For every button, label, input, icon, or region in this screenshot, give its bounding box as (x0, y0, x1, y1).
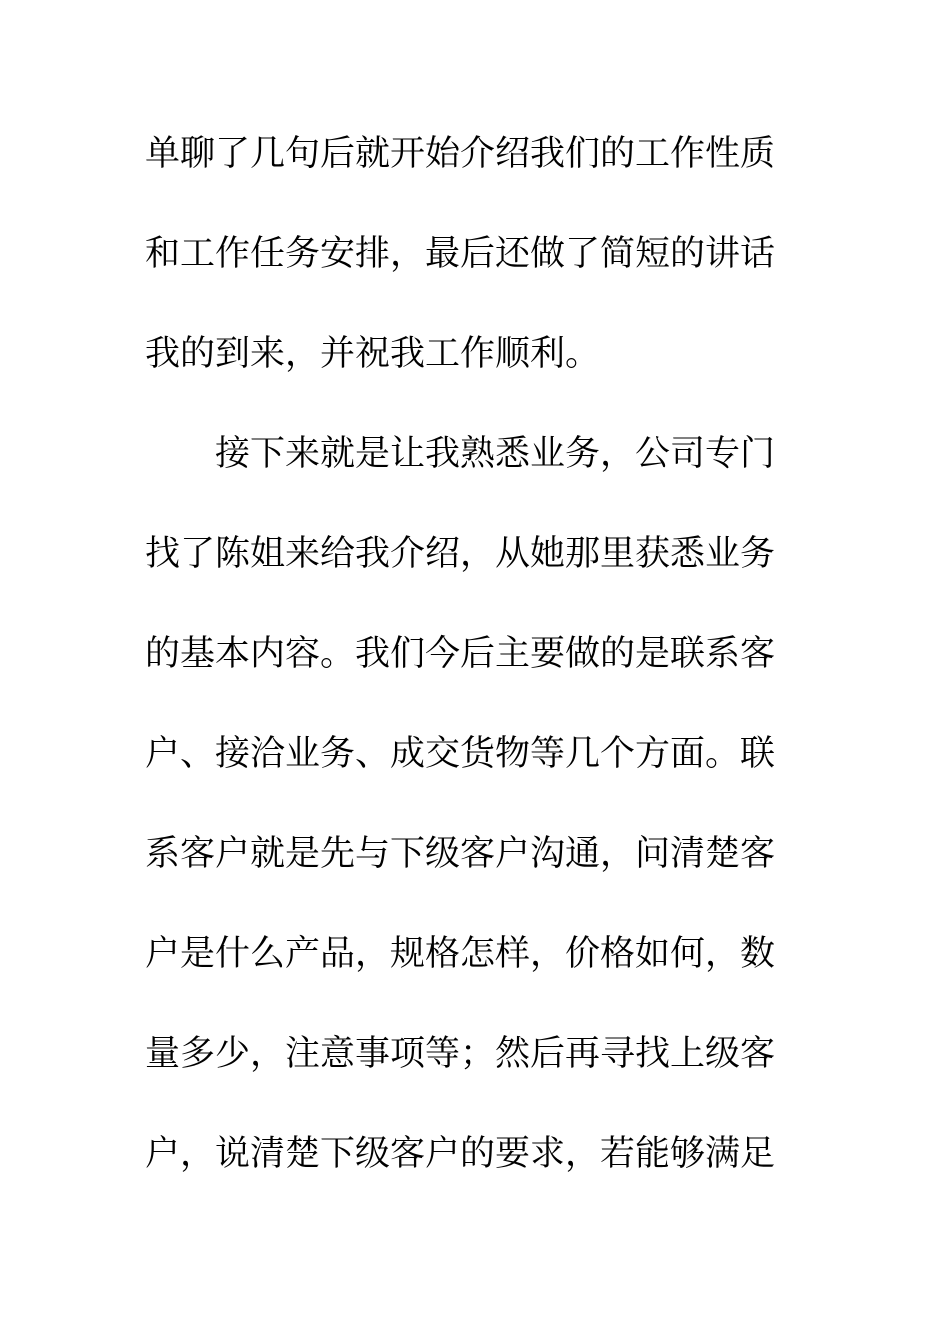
text-line-6: 的基本内容。我们今后主要做的是联系客 (145, 634, 776, 674)
text-line-9: 户是什么产品，规格怎样，价格如何，数 (145, 934, 776, 974)
text-line-10: 量多少，注意事项等；然后再寻找上级客 (145, 1034, 776, 1074)
text-line-3: 我的到来，并祝我工作顺利。 (145, 334, 601, 374)
text-line-1: 单聊了几句后就开始介绍我们的工作性质 (145, 134, 776, 174)
text-line-2: 和工作任务安排，最后还做了简短的讲话 (145, 234, 776, 274)
text-line-11: 户，说清楚下级客户的要求，若能够满足 (145, 1134, 776, 1174)
text-line-8: 系客户就是先与下级客户沟通，问清楚客 (145, 834, 776, 874)
text-line-4-paragraph-start: 接下来就是让我熟悉业务，公司专门 (215, 434, 776, 474)
text-line-7: 户、接洽业务、成交货物等几个方面。联 (145, 734, 776, 774)
text-line-5: 找了陈姐来给我介绍，从她那里获悉业务 (145, 534, 776, 574)
body-text (145, 126, 785, 1226)
